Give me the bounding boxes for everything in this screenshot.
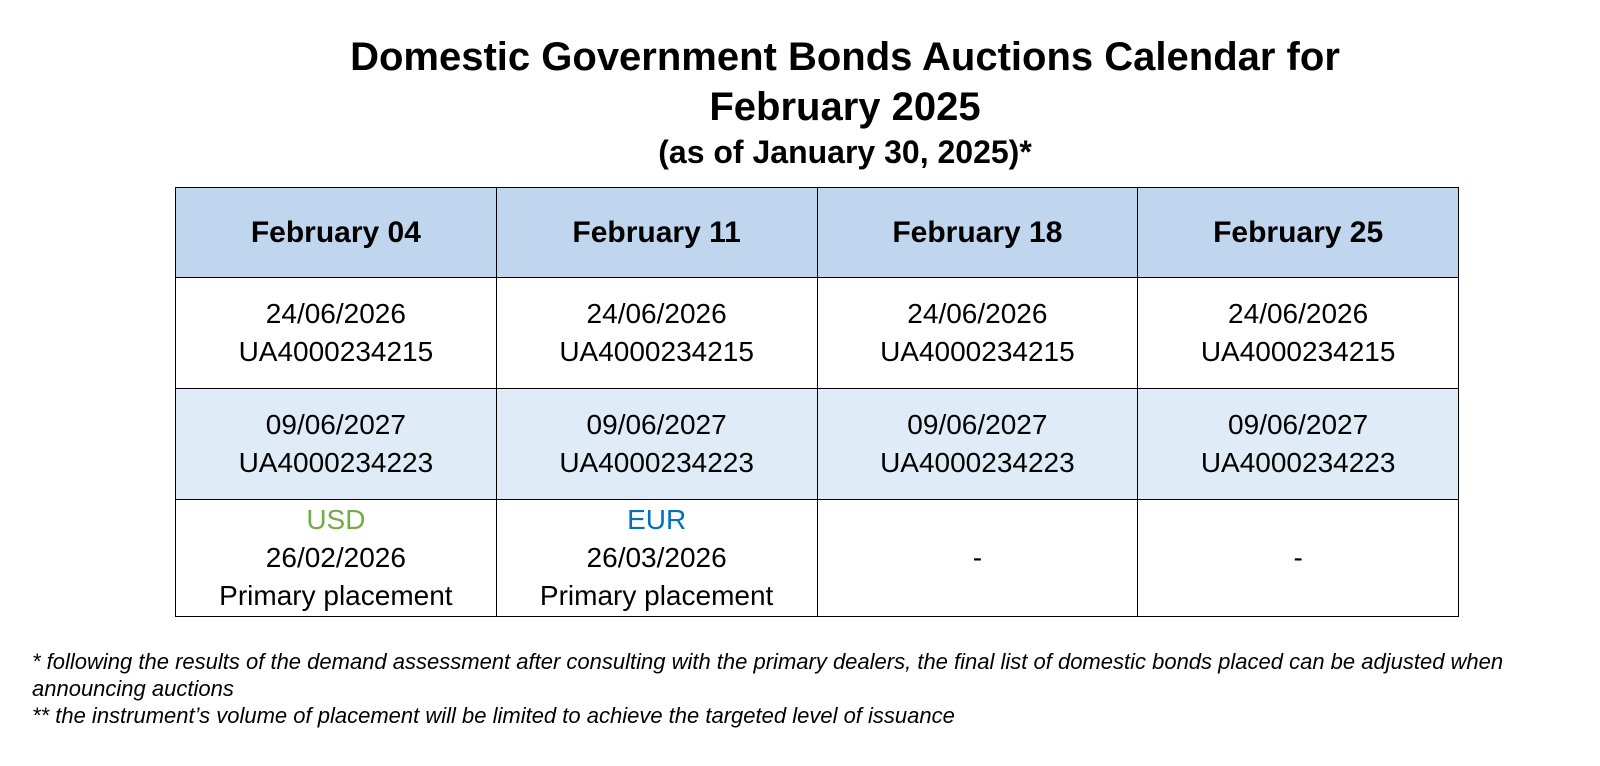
table-cell bbox=[1138, 500, 1459, 617]
title-block bbox=[0, 32, 1600, 172]
column-header: February 18 bbox=[817, 188, 1138, 278]
placement-note: Primary placement bbox=[539, 580, 774, 611]
bond-maturity: 09/06/2027 bbox=[1228, 409, 1369, 440]
bond-maturity: 09/06/2027 bbox=[907, 409, 1048, 440]
table-cell bbox=[176, 500, 497, 617]
bond-maturity: 24/06/2026 bbox=[1228, 298, 1369, 329]
currency-label-usd: USD bbox=[306, 504, 366, 535]
column-header: February 25 bbox=[1138, 188, 1459, 278]
bond-isin: UA4000234215 bbox=[1200, 336, 1396, 367]
table-cell bbox=[496, 389, 817, 500]
bond-isin: UA4000234215 bbox=[238, 336, 434, 367]
bond-maturity: 24/06/2026 bbox=[907, 298, 1048, 329]
table-cell bbox=[817, 389, 1138, 500]
header-row bbox=[176, 188, 1459, 278]
bond-isin: UA4000234223 bbox=[880, 447, 1075, 478]
table-row bbox=[176, 278, 1459, 389]
bond-maturity: 09/06/2027 bbox=[265, 409, 406, 440]
footnotes bbox=[32, 648, 1592, 729]
auction-calendar-table bbox=[175, 187, 1459, 617]
page-title bbox=[0, 32, 1600, 132]
table-cell bbox=[817, 278, 1138, 389]
table-cell bbox=[176, 278, 497, 389]
table-cell bbox=[496, 500, 817, 617]
empty-cell-dash: - bbox=[1293, 542, 1303, 573]
column-header: February 11 bbox=[496, 188, 817, 278]
bond-maturity: 24/06/2026 bbox=[265, 298, 406, 329]
currency-label-eur: EUR bbox=[627, 504, 687, 535]
bond-isin: UA4000234223 bbox=[238, 447, 434, 478]
table-cell bbox=[496, 278, 817, 389]
table-row bbox=[176, 500, 1459, 617]
table-cell bbox=[817, 500, 1138, 617]
title-line-2: February 2025 bbox=[709, 85, 981, 129]
table-row bbox=[176, 389, 1459, 500]
footnote-2: ** the instrument’s volume of placement will be limited to achieve the targeted level of issuance bbox=[32, 703, 955, 728]
footnote-1: * following the results of the demand assessment after consulting with the primary dealers, the final list of domestic bonds placed can be adjusted when announcing auctions bbox=[32, 649, 1504, 701]
placement-note: Primary placement bbox=[219, 580, 453, 611]
bond-isin: UA4000234215 bbox=[559, 336, 754, 367]
table-cell bbox=[1138, 389, 1459, 500]
title-line-1: Domestic Government Bonds Auctions Calendar for bbox=[350, 35, 1340, 79]
bond-maturity: 26/02/2026 bbox=[265, 542, 406, 573]
page-subtitle: (as of January 30, 2025)* bbox=[658, 134, 1032, 170]
table-cell bbox=[1138, 278, 1459, 389]
bond-isin: UA4000234223 bbox=[1200, 447, 1396, 478]
bond-isin: UA4000234223 bbox=[559, 447, 754, 478]
column-header: February 04 bbox=[176, 188, 497, 278]
bond-maturity: 24/06/2026 bbox=[586, 298, 727, 329]
bond-maturity: 09/06/2027 bbox=[586, 409, 727, 440]
empty-cell-dash: - bbox=[972, 542, 983, 573]
bond-maturity: 26/03/2026 bbox=[586, 542, 727, 573]
table-cell bbox=[176, 389, 497, 500]
bond-isin: UA4000234215 bbox=[880, 336, 1075, 367]
